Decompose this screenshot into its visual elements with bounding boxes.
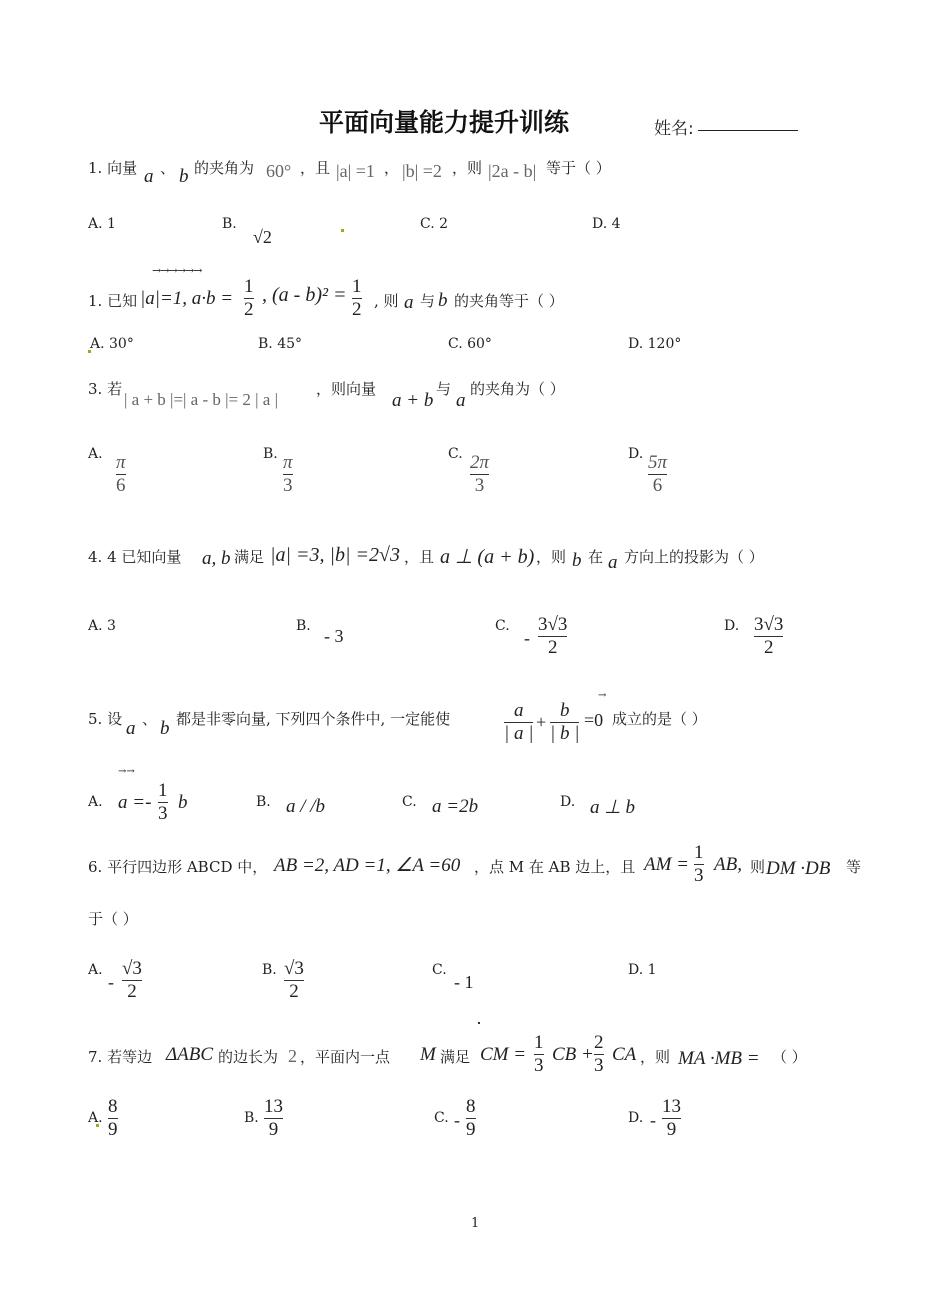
q7-option-d-sign: -	[650, 1110, 656, 1130]
q1-text3: ，且	[300, 159, 331, 177]
q1-sep: 、	[160, 159, 176, 177]
q5-option-c[interactable]: C.	[402, 794, 417, 810]
q7-cb: CB +	[552, 1044, 594, 1065]
q5-plus: +	[536, 712, 547, 732]
arrow-icon: →	[598, 690, 607, 701]
q6-dm-db: DM ·DB	[766, 858, 831, 879]
q7-option-d[interactable]: D.	[628, 1110, 644, 1126]
q1-option-d[interactable]: D. 4	[592, 216, 621, 232]
q7-ma-mb: MA ·MB =	[678, 1048, 760, 1069]
q2-text: 1. 已知	[88, 292, 138, 310]
q2-option-c[interactable]: C. 60°	[448, 336, 492, 352]
q7-option-a-frac: $\frac{8}{9}$	[108, 1096, 118, 1140]
q4-vector-a: a	[608, 552, 618, 573]
q3-condition: | a + b |=| a - b |= 2 | a |	[124, 390, 278, 409]
q2-text2: , 则	[374, 292, 399, 310]
q1-cond2: |b| =2	[402, 161, 442, 181]
q1-comma: ，	[384, 159, 400, 177]
q6-text3: 则	[750, 858, 766, 876]
q5-option-c-expr: a =2b	[432, 796, 479, 817]
q3-text: 3. 若	[88, 380, 123, 398]
q1-cond1: |a| =1	[336, 161, 375, 181]
q1-option-a[interactable]: A. 1	[88, 216, 116, 232]
q7-two: 2	[288, 1046, 297, 1066]
q3-option-d[interactable]: D.	[628, 446, 644, 462]
q5-vector-a: a	[126, 718, 136, 739]
q4-text2: 满足	[234, 548, 265, 566]
q3-text3: 与	[436, 380, 452, 398]
q6-am: AM =	[644, 854, 690, 875]
q3-option-d-frac: $\frac{5\pi}{6}$	[648, 452, 668, 496]
q3-option-a[interactable]: A.	[88, 446, 103, 462]
q3-vector-sum: a + b	[392, 390, 434, 411]
q4-vector-b: b	[572, 550, 582, 571]
q6-option-a[interactable]: A.	[88, 962, 103, 978]
q6-option-c[interactable]: C.	[432, 962, 447, 978]
q2-option-b[interactable]: B. 45°	[258, 336, 303, 352]
q7-frac2: $\frac{2}{3}$	[594, 1032, 604, 1076]
q5-text: 5. 设	[88, 710, 123, 728]
q5-frac-a: $\frac{a}{| a |}$	[504, 700, 534, 744]
name-blank[interactable]	[698, 130, 798, 131]
q7-option-a[interactable]: A.	[88, 1110, 103, 1126]
q4-option-c[interactable]: C.	[495, 618, 510, 634]
q3-option-c-frac: $\frac{2\pi}{3}$	[470, 452, 490, 496]
q6-option-a-frac: $\frac{√3}{2}$	[122, 958, 142, 1002]
q2-expr2: , (a - b)² =	[262, 284, 347, 306]
page-title: 平面向量能力提升训练	[319, 108, 570, 137]
q4-text: 4. 4 已知向量	[88, 548, 182, 566]
q6-option-b-frac: $\frac{√3}{2}$	[284, 958, 304, 1002]
q1-text: 1. 向量	[88, 159, 138, 177]
q6-condition: AB =2, AD =1, ∠A =60	[274, 855, 461, 876]
q7-option-c-sign: -	[454, 1110, 460, 1130]
q5-vector-b: b	[160, 718, 170, 739]
q5-option-d[interactable]: D.	[560, 794, 576, 810]
q5-option-a[interactable]: A.	[88, 794, 103, 810]
q4-text3: ，且	[404, 548, 435, 566]
q2-option-d[interactable]: D. 120°	[628, 336, 682, 352]
q7-cm: CM =	[480, 1044, 527, 1065]
q6-option-b[interactable]: B.	[262, 962, 277, 978]
q2-frac2: $\frac{1}{2}$	[352, 276, 362, 320]
q6-option-d[interactable]: D. 1	[628, 962, 657, 978]
q1-text4: ，则	[452, 159, 483, 177]
q5-option-d-expr: a ⊥ b	[590, 797, 636, 818]
q7-option-b-frac: $\frac{13}{9}$	[264, 1096, 283, 1140]
q6-option-c-value: - 1	[454, 972, 474, 992]
q2-vector-a: a	[404, 292, 414, 313]
q3-text2: ，则向量	[316, 380, 377, 398]
q2-vector-b: b	[438, 290, 448, 311]
q5-option-b[interactable]: B.	[256, 794, 271, 810]
q6-option-a-sign: -	[108, 972, 114, 992]
q2-expr1: |a|=1, a·b =	[140, 288, 234, 309]
q4-text4: ，则	[536, 548, 567, 566]
page-number: 1	[471, 1216, 480, 1231]
q2-text3: 与	[420, 292, 436, 310]
q6-text4: 等	[846, 858, 862, 876]
q5-eq-zero: =0	[584, 710, 604, 730]
q1-angle: 60°	[266, 161, 292, 181]
q7-text3: ，平面内一点	[300, 1048, 391, 1066]
q2-vector-arrows: →→→→→→	[152, 264, 202, 277]
q1-text2: 的夹角为	[194, 159, 255, 177]
q7-text: 7. 若等边	[88, 1048, 153, 1066]
q4-option-b-value: - 3	[324, 626, 344, 646]
q7-triangle: ΔABC	[166, 1044, 214, 1065]
q4-option-c-frac: $\frac{3√3}{2}$	[538, 614, 568, 658]
q6-ab: AB,	[714, 854, 742, 875]
q7-text4: 满足	[440, 1048, 471, 1066]
q7-ca: CA	[612, 1044, 637, 1065]
q5-option-b-expr: a / /b	[286, 796, 326, 817]
q7-text6: （ ）	[772, 1048, 807, 1066]
q4-condition: |a| =3, |b| =2√3	[270, 544, 400, 566]
q6-text: 6. 平行四边形 ABCD 中，	[88, 858, 268, 876]
q1-text5: 等于（ ）	[546, 159, 611, 177]
q5-text3: 成立的是（ ）	[612, 710, 707, 728]
q4-option-d[interactable]: D.	[724, 618, 740, 634]
q7-option-b[interactable]: B.	[244, 1110, 259, 1126]
q7-text5: ，则	[640, 1048, 671, 1066]
q3-vector-a: a	[456, 390, 466, 411]
q6-text2: ，点 M 在 AB 边上，且	[474, 858, 636, 876]
q4-option-c-sign: -	[524, 628, 530, 648]
q4-option-b[interactable]: B.	[296, 618, 311, 634]
q6-frac: $\frac{1}{3}$	[694, 842, 704, 886]
q1-option-b-value: √2	[253, 227, 272, 247]
q3-option-a-frac: $\frac{\pi}{6}$	[116, 452, 126, 496]
q6-text5: 于（ ）	[88, 910, 138, 928]
q3-option-b-frac: $\frac{\pi}{3}$	[283, 452, 293, 496]
q3-text4: 的夹角为（ ）	[470, 380, 565, 398]
q7-option-c[interactable]: C.	[434, 1110, 449, 1126]
q1-option-b[interactable]: B.	[222, 216, 237, 232]
q4-perp: a ⊥ (a + b)	[440, 546, 535, 568]
arrow-icon: →→	[118, 766, 135, 777]
q7-m: M	[420, 1044, 436, 1065]
q7-option-d-frac: $\frac{13}{9}$	[662, 1096, 681, 1140]
q5-frac-b: $\frac{b}{| b |}$	[550, 700, 580, 744]
q5-sep: 、	[142, 710, 158, 728]
name-label: 姓名:	[654, 119, 694, 139]
stray-dot	[478, 1022, 480, 1024]
q4-option-a[interactable]: A. 3	[88, 618, 116, 634]
q1-vector-a: a	[144, 166, 154, 187]
q4-option-d-frac: $\frac{3√3}{2}$	[754, 614, 784, 658]
q7-option-c-frac: $\frac{8}{9}$	[466, 1096, 476, 1140]
q5-option-a-b: b	[178, 792, 188, 813]
q3-option-c[interactable]: C.	[448, 446, 463, 462]
q5-option-a-frac: $\frac{1}{3}$	[158, 780, 168, 824]
q4-text5: 在	[588, 548, 604, 566]
stray-dot	[341, 229, 344, 232]
q5-text2: 都是非零向量, 下列四个条件中, 一定能使	[176, 710, 451, 728]
q1-expr: |2a - b|	[488, 161, 537, 181]
q7-frac1: $\frac{1}{3}$	[534, 1032, 544, 1076]
q4-vectors: a, b	[202, 548, 231, 569]
q1-vector-b: b	[179, 166, 189, 187]
q2-option-a[interactable]: A. 30°	[90, 336, 134, 352]
q2-frac1: $\frac{1}{2}$	[244, 276, 254, 320]
q2-text4: 的夹角等于（ ）	[454, 292, 564, 310]
q5-option-a-expr: a =-	[118, 792, 152, 813]
q7-text2: 的边长为	[218, 1048, 279, 1066]
q3-option-b[interactable]: B.	[263, 446, 278, 462]
q4-text6: 方向上的投影为（ ）	[624, 548, 764, 566]
q1-option-c[interactable]: C. 2	[420, 216, 449, 232]
